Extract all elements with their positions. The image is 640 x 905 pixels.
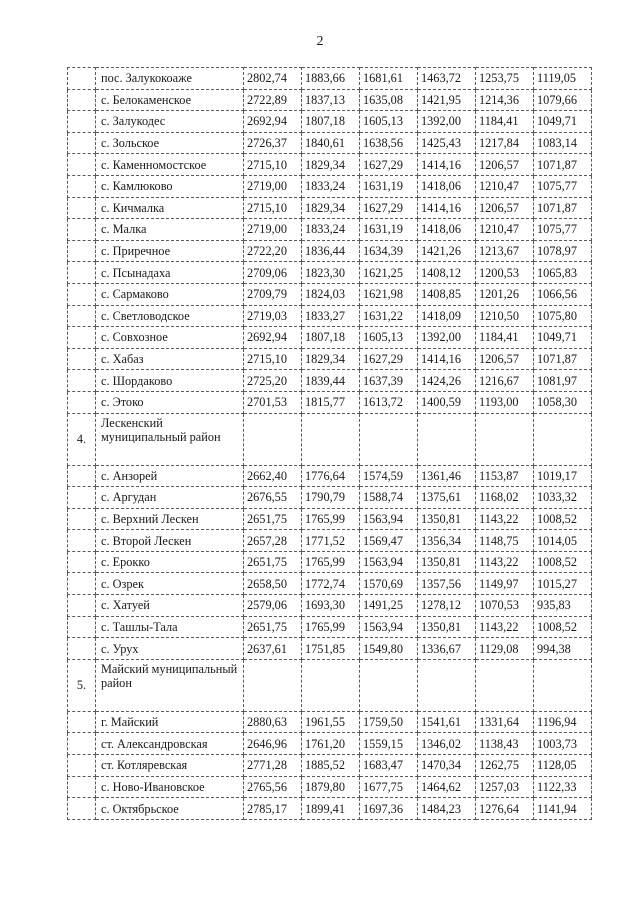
settlement-name: с. Ташлы-Тала <box>96 616 244 638</box>
tariff-value-2: 1765,99 <box>302 508 360 530</box>
tariff-value-4: 1350,81 <box>418 551 476 573</box>
tariff-value-3: 1570,69 <box>360 573 418 595</box>
tariff-value-3: 1563,94 <box>360 551 418 573</box>
tariff-value-4: 1424,26 <box>418 370 476 392</box>
index-cell <box>68 638 96 660</box>
index-cell <box>68 262 96 284</box>
tariff-value-1: 2719,00 <box>244 219 302 241</box>
tariff-value-6: 1033,32 <box>534 487 592 509</box>
tariff-value-3: 1574,59 <box>360 465 418 487</box>
tariff-value-4: 1350,81 <box>418 508 476 530</box>
table-row <box>68 175 592 197</box>
settlement-name: ст. Александровская <box>96 733 244 755</box>
table-row <box>68 616 592 638</box>
tariff-value-5: 1257,03 <box>476 776 534 798</box>
tariff-value-2: 1751,85 <box>302 638 360 660</box>
empty-cell <box>476 413 534 465</box>
index-cell <box>68 111 96 133</box>
index-cell <box>68 573 96 595</box>
tariff-value-6: 1119,05 <box>534 68 592 90</box>
tariff-value-2: 1839,44 <box>302 370 360 392</box>
tariff-value-1: 2651,75 <box>244 508 302 530</box>
index-cell <box>68 798 96 820</box>
tariff-value-5: 1210,50 <box>476 305 534 327</box>
empty-cell <box>418 413 476 465</box>
tariff-value-6: 1066,56 <box>534 283 592 305</box>
tariff-value-1: 2579,06 <box>244 595 302 617</box>
index-cell <box>68 132 96 154</box>
tariff-value-1: 2676,55 <box>244 487 302 509</box>
index-cell <box>68 776 96 798</box>
table-row <box>68 733 592 755</box>
tariff-value-1: 2719,00 <box>244 175 302 197</box>
index-cell <box>68 508 96 530</box>
tariff-table <box>67 67 592 820</box>
settlement-name: с. Хабаз <box>96 348 244 370</box>
tariff-value-5: 1184,41 <box>476 327 534 349</box>
tariff-value-6: 1049,71 <box>534 327 592 349</box>
index-cell <box>68 711 96 733</box>
tariff-value-3: 1631,19 <box>360 219 418 241</box>
tariff-value-3: 1631,22 <box>360 305 418 327</box>
tariff-value-6: 1071,87 <box>534 154 592 176</box>
index-cell <box>68 240 96 262</box>
settlement-name: с. Зольское <box>96 132 244 154</box>
tariff-value-3: 1627,29 <box>360 197 418 219</box>
tariff-value-3: 1638,56 <box>360 132 418 154</box>
table-body <box>68 68 592 820</box>
tariff-value-4: 1336,67 <box>418 638 476 660</box>
tariff-value-5: 1168,02 <box>476 487 534 509</box>
tariff-value-4: 1400,59 <box>418 391 476 413</box>
settlement-name: ст. Котляревская <box>96 755 244 777</box>
tariff-value-4: 1414,16 <box>418 154 476 176</box>
tariff-value-6: 1071,87 <box>534 348 592 370</box>
tariff-value-5: 1200,53 <box>476 262 534 284</box>
tariff-value-3: 1588,74 <box>360 487 418 509</box>
index-cell <box>68 197 96 219</box>
tariff-value-1: 2725,20 <box>244 370 302 392</box>
tariff-value-3: 1563,94 <box>360 616 418 638</box>
table-row <box>68 197 592 219</box>
empty-cell <box>534 659 592 711</box>
settlement-name: с. Верхний Лескен <box>96 508 244 530</box>
tariff-value-3: 1559,15 <box>360 733 418 755</box>
settlement-name: с. Каменномостское <box>96 154 244 176</box>
tariff-value-5: 1210,47 <box>476 219 534 241</box>
tariff-value-3: 1621,98 <box>360 283 418 305</box>
tariff-value-4: 1278,12 <box>418 595 476 617</box>
tariff-value-4: 1421,95 <box>418 89 476 111</box>
table-row <box>68 348 592 370</box>
settlement-name: пос. Залукокоаже <box>96 68 244 90</box>
tariff-value-1: 2658,50 <box>244 573 302 595</box>
tariff-value-5: 1143,22 <box>476 508 534 530</box>
index-cell <box>68 391 96 413</box>
tariff-value-4: 1484,23 <box>418 798 476 820</box>
tariff-value-4: 1425,43 <box>418 132 476 154</box>
area-index: 5. <box>68 659 96 711</box>
tariff-value-5: 1129,08 <box>476 638 534 660</box>
tariff-value-4: 1464,62 <box>418 776 476 798</box>
empty-cell <box>418 659 476 711</box>
tariff-value-4: 1357,56 <box>418 573 476 595</box>
tariff-value-5: 1148,75 <box>476 530 534 552</box>
area-name: Лескенский муниципальный район <box>96 413 244 465</box>
table-row <box>68 755 592 777</box>
table-row <box>68 305 592 327</box>
empty-cell <box>302 413 360 465</box>
tariff-value-6: 1014,05 <box>534 530 592 552</box>
tariff-value-4: 1346,02 <box>418 733 476 755</box>
tariff-value-1: 2765,56 <box>244 776 302 798</box>
tariff-value-5: 1262,75 <box>476 755 534 777</box>
tariff-value-1: 2715,10 <box>244 154 302 176</box>
empty-cell <box>302 659 360 711</box>
index-cell <box>68 530 96 552</box>
table-row <box>68 776 592 798</box>
index-cell <box>68 487 96 509</box>
tariff-value-3: 1759,50 <box>360 711 418 733</box>
tariff-value-4: 1421,26 <box>418 240 476 262</box>
table-row <box>68 487 592 509</box>
page-number: 2 <box>316 34 324 49</box>
tariff-value-1: 2802,74 <box>244 68 302 90</box>
tariff-value-1: 2651,75 <box>244 616 302 638</box>
tariff-value-3: 1549,80 <box>360 638 418 660</box>
table-row <box>68 132 592 154</box>
settlement-name: с. Октябрьское <box>96 798 244 820</box>
tariff-value-5: 1193,00 <box>476 391 534 413</box>
tariff-value-1: 2880,63 <box>244 711 302 733</box>
tariff-value-1: 2715,10 <box>244 348 302 370</box>
tariff-value-5: 1216,67 <box>476 370 534 392</box>
tariff-value-2: 1790,79 <box>302 487 360 509</box>
tariff-value-1: 2657,28 <box>244 530 302 552</box>
tariff-value-6: 1071,87 <box>534 197 592 219</box>
tariff-value-5: 1214,36 <box>476 89 534 111</box>
table-row <box>68 573 592 595</box>
tariff-value-2: 1961,55 <box>302 711 360 733</box>
tariff-value-6: 1128,05 <box>534 755 592 777</box>
index-cell <box>68 551 96 573</box>
tariff-value-6: 1079,66 <box>534 89 592 111</box>
settlement-name: с. Белокаменское <box>96 89 244 111</box>
tariff-value-2: 1829,34 <box>302 348 360 370</box>
tariff-value-2: 1761,20 <box>302 733 360 755</box>
tariff-value-6: 994,38 <box>534 638 592 660</box>
tariff-value-2: 1771,52 <box>302 530 360 552</box>
tariff-value-1: 2651,75 <box>244 551 302 573</box>
settlement-name: с. Урух <box>96 638 244 660</box>
tariff-value-4: 1414,16 <box>418 197 476 219</box>
settlement-name: с. Кичмалка <box>96 197 244 219</box>
table-row <box>68 551 592 573</box>
tariff-value-2: 1823,30 <box>302 262 360 284</box>
tariff-value-3: 1683,47 <box>360 755 418 777</box>
tariff-value-2: 1833,27 <box>302 305 360 327</box>
settlement-name: г. Майский <box>96 711 244 733</box>
settlement-name: с. Псынадаха <box>96 262 244 284</box>
tariff-value-2: 1829,34 <box>302 154 360 176</box>
table-row <box>68 508 592 530</box>
tariff-value-1: 2662,40 <box>244 465 302 487</box>
tariff-value-5: 1149,97 <box>476 573 534 595</box>
tariff-value-2: 1833,24 <box>302 175 360 197</box>
settlement-name: с. Аргудан <box>96 487 244 509</box>
tariff-value-6: 1049,71 <box>534 111 592 133</box>
table-row <box>68 68 592 90</box>
settlement-name: с. Этоко <box>96 391 244 413</box>
tariff-value-4: 1470,34 <box>418 755 476 777</box>
tariff-value-2: 1837,13 <box>302 89 360 111</box>
tariff-value-4: 1361,46 <box>418 465 476 487</box>
settlement-name: с. Шордаково <box>96 370 244 392</box>
tariff-value-1: 2785,17 <box>244 798 302 820</box>
tariff-value-2: 1899,41 <box>302 798 360 820</box>
tariff-value-3: 1635,08 <box>360 89 418 111</box>
settlement-name: с. Приречное <box>96 240 244 262</box>
tariff-value-4: 1350,81 <box>418 616 476 638</box>
tariff-value-4: 1375,61 <box>418 487 476 509</box>
index-cell <box>68 370 96 392</box>
tariff-value-6: 1083,14 <box>534 132 592 154</box>
index-cell <box>68 154 96 176</box>
tariff-value-3: 1621,25 <box>360 262 418 284</box>
tariff-value-4: 1463,72 <box>418 68 476 90</box>
tariff-value-3: 1627,29 <box>360 154 418 176</box>
tariff-value-4: 1408,85 <box>418 283 476 305</box>
table-row <box>68 89 592 111</box>
tariff-value-2: 1885,52 <box>302 755 360 777</box>
tariff-value-5: 1213,67 <box>476 240 534 262</box>
index-cell <box>68 175 96 197</box>
tariff-value-6: 1081,97 <box>534 370 592 392</box>
tariff-value-3: 1637,39 <box>360 370 418 392</box>
tariff-value-5: 1210,47 <box>476 175 534 197</box>
tariff-value-1: 2709,06 <box>244 262 302 284</box>
tariff-value-5: 1138,43 <box>476 733 534 755</box>
table-row <box>68 711 592 733</box>
table-row <box>68 465 592 487</box>
index-cell <box>68 616 96 638</box>
tariff-value-3: 1627,29 <box>360 348 418 370</box>
tariff-value-6: 1075,77 <box>534 219 592 241</box>
index-cell <box>68 283 96 305</box>
tariff-value-3: 1605,13 <box>360 327 418 349</box>
tariff-value-5: 1253,75 <box>476 68 534 90</box>
tariff-value-2: 1693,30 <box>302 595 360 617</box>
tariff-value-2: 1829,34 <box>302 197 360 219</box>
table-row <box>68 283 592 305</box>
table-row <box>68 638 592 660</box>
empty-cell <box>360 659 418 711</box>
tariff-value-4: 1414,16 <box>418 348 476 370</box>
settlement-name: с. Малка <box>96 219 244 241</box>
settlement-name: с. Хатуей <box>96 595 244 617</box>
table-row <box>68 262 592 284</box>
tariff-value-4: 1356,34 <box>418 530 476 552</box>
table-row <box>68 370 592 392</box>
tariff-value-2: 1765,99 <box>302 616 360 638</box>
tariff-value-5: 1206,57 <box>476 197 534 219</box>
tariff-value-3: 1631,19 <box>360 175 418 197</box>
index-cell <box>68 595 96 617</box>
tariff-value-4: 1392,00 <box>418 111 476 133</box>
settlement-name: с. Анзорей <box>96 465 244 487</box>
tariff-value-3: 1697,36 <box>360 798 418 820</box>
index-cell <box>68 219 96 241</box>
tariff-value-2: 1776,64 <box>302 465 360 487</box>
tariff-value-6: 1019,17 <box>534 465 592 487</box>
tariff-value-5: 1070,53 <box>476 595 534 617</box>
tariff-value-3: 1605,13 <box>360 111 418 133</box>
tariff-value-5: 1143,22 <box>476 616 534 638</box>
settlement-name: с. Второй Лескен <box>96 530 244 552</box>
tariff-value-2: 1815,77 <box>302 391 360 413</box>
tariff-value-1: 2646,96 <box>244 733 302 755</box>
empty-cell <box>244 659 302 711</box>
tariff-value-3: 1634,39 <box>360 240 418 262</box>
tariff-value-1: 2722,20 <box>244 240 302 262</box>
tariff-value-5: 1217,84 <box>476 132 534 154</box>
tariff-value-4: 1541,61 <box>418 711 476 733</box>
tariff-value-2: 1833,24 <box>302 219 360 241</box>
tariff-value-3: 1569,47 <box>360 530 418 552</box>
tariff-value-5: 1331,64 <box>476 711 534 733</box>
tariff-value-2: 1879,80 <box>302 776 360 798</box>
tariff-value-6: 1122,33 <box>534 776 592 798</box>
tariff-value-3: 1677,75 <box>360 776 418 798</box>
index-cell <box>68 755 96 777</box>
tariff-value-6: 1008,52 <box>534 508 592 530</box>
tariff-value-5: 1143,22 <box>476 551 534 573</box>
tariff-value-3: 1563,94 <box>360 508 418 530</box>
table-row <box>68 111 592 133</box>
table-row <box>68 530 592 552</box>
tariff-value-3: 1491,25 <box>360 595 418 617</box>
tariff-value-6: 1078,97 <box>534 240 592 262</box>
tariff-value-5: 1184,41 <box>476 111 534 133</box>
tariff-value-6: 1003,73 <box>534 733 592 755</box>
tariff-value-4: 1418,09 <box>418 305 476 327</box>
tariff-value-5: 1206,57 <box>476 154 534 176</box>
settlement-name: с. Ново-Ивановское <box>96 776 244 798</box>
index-cell <box>68 68 96 90</box>
area-name: Майский муниципальный район <box>96 659 244 711</box>
tariff-value-4: 1418,06 <box>418 175 476 197</box>
tariff-value-2: 1836,44 <box>302 240 360 262</box>
area-index: 4. <box>68 413 96 465</box>
tariff-value-4: 1408,12 <box>418 262 476 284</box>
area-header-row <box>68 659 592 711</box>
tariff-value-1: 2692,94 <box>244 111 302 133</box>
tariff-value-3: 1681,61 <box>360 68 418 90</box>
tariff-value-6: 1075,80 <box>534 305 592 327</box>
index-cell <box>68 305 96 327</box>
tariff-value-6: 1008,52 <box>534 616 592 638</box>
tariff-value-1: 2726,37 <box>244 132 302 154</box>
tariff-value-1: 2692,94 <box>244 327 302 349</box>
settlement-name: с. Светловодское <box>96 305 244 327</box>
tariff-value-1: 2722,89 <box>244 89 302 111</box>
tariff-value-2: 1883,66 <box>302 68 360 90</box>
tariff-value-5: 1201,26 <box>476 283 534 305</box>
table-row <box>68 798 592 820</box>
index-cell <box>68 348 96 370</box>
tariff-value-6: 935,83 <box>534 595 592 617</box>
empty-cell <box>476 659 534 711</box>
index-cell <box>68 327 96 349</box>
index-cell <box>68 733 96 755</box>
tariff-value-5: 1206,57 <box>476 348 534 370</box>
tariff-value-2: 1807,18 <box>302 327 360 349</box>
table-row <box>68 154 592 176</box>
tariff-value-6: 1065,83 <box>534 262 592 284</box>
empty-cell <box>244 413 302 465</box>
empty-cell <box>534 413 592 465</box>
settlement-name: с. Озрек <box>96 573 244 595</box>
tariff-value-6: 1008,52 <box>534 551 592 573</box>
tariff-value-5: 1153,87 <box>476 465 534 487</box>
tariff-value-2: 1807,18 <box>302 111 360 133</box>
tariff-value-2: 1765,99 <box>302 551 360 573</box>
tariff-value-3: 1613,72 <box>360 391 418 413</box>
tariff-value-2: 1824,03 <box>302 283 360 305</box>
settlement-name: с. Сармаково <box>96 283 244 305</box>
settlement-name: с. Залукодес <box>96 111 244 133</box>
empty-cell <box>360 413 418 465</box>
settlement-name: с. Совхозное <box>96 327 244 349</box>
tariff-value-1: 2715,10 <box>244 197 302 219</box>
tariff-value-5: 1276,64 <box>476 798 534 820</box>
tariff-value-4: 1392,00 <box>418 327 476 349</box>
table-row <box>68 240 592 262</box>
tariff-value-6: 1075,77 <box>534 175 592 197</box>
tariff-value-1: 2719,03 <box>244 305 302 327</box>
table-row <box>68 327 592 349</box>
tariff-value-2: 1772,74 <box>302 573 360 595</box>
tariff-value-2: 1840,61 <box>302 132 360 154</box>
index-cell <box>68 465 96 487</box>
tariff-value-1: 2701,53 <box>244 391 302 413</box>
area-header-row <box>68 413 592 465</box>
table-row <box>68 391 592 413</box>
tariff-value-6: 1015,27 <box>534 573 592 595</box>
settlement-name: с. Ерокко <box>96 551 244 573</box>
settlement-name: с. Камлюково <box>96 175 244 197</box>
tariff-value-1: 2709,79 <box>244 283 302 305</box>
table-row <box>68 595 592 617</box>
tariff-value-6: 1141,94 <box>534 798 592 820</box>
index-cell <box>68 89 96 111</box>
tariff-value-6: 1058,30 <box>534 391 592 413</box>
tariff-value-1: 2637,61 <box>244 638 302 660</box>
table-row <box>68 219 592 241</box>
tariff-value-4: 1418,06 <box>418 219 476 241</box>
tariff-value-1: 2771,28 <box>244 755 302 777</box>
tariff-value-6: 1196,94 <box>534 711 592 733</box>
